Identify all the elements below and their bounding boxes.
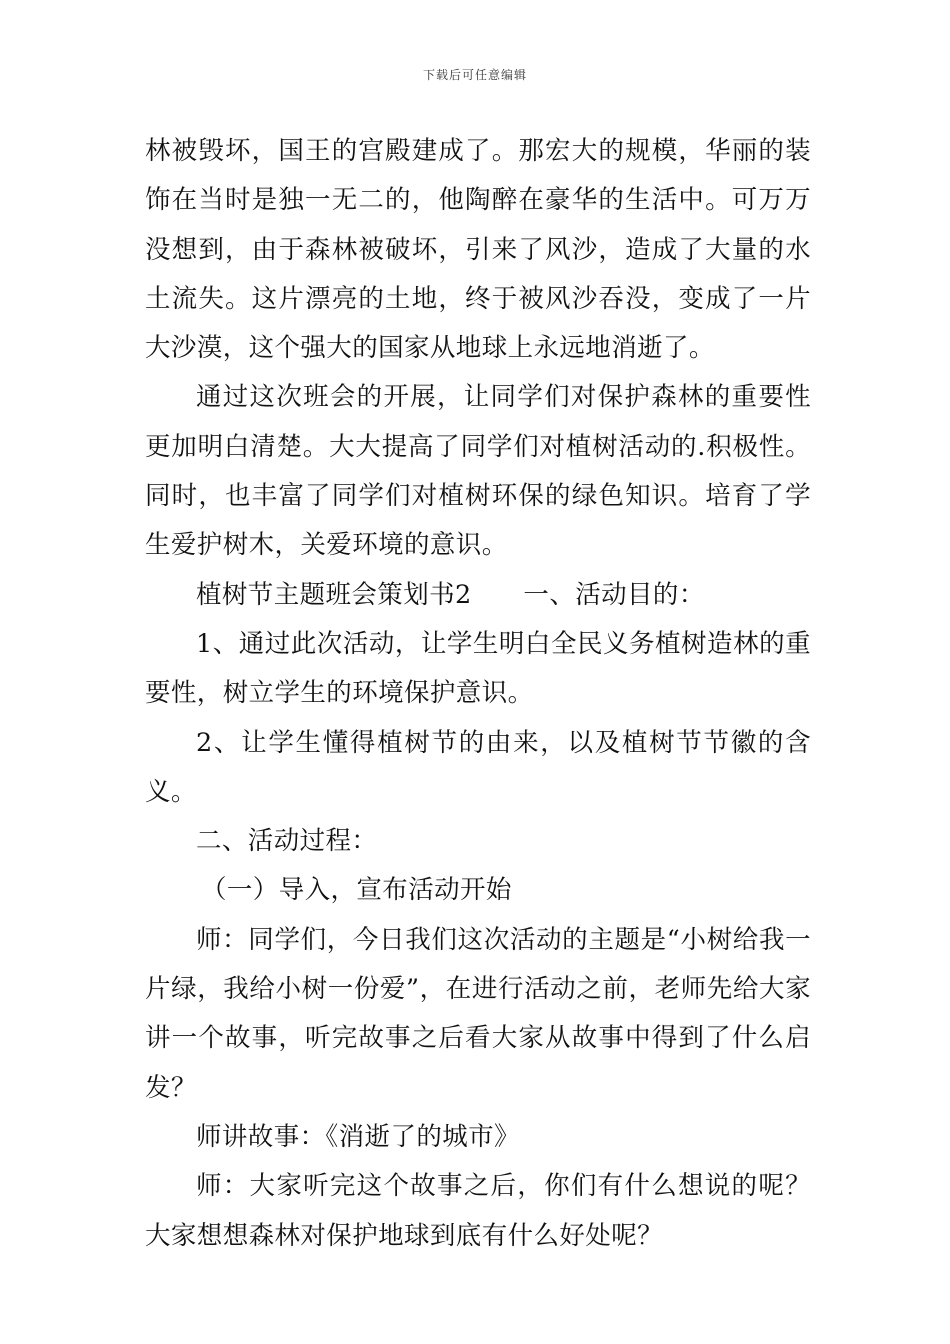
paragraph-teacher-intro: 师：同学们，今日我们这次活动的主题是“小树给我一片绿，我给小树一份爱”，在进行活动之前，老师先给大家讲一个故事，听完故事之后看大家从故事中得到了什么启发？ (145, 924, 811, 1103)
paragraph-story-title: 师讲故事：《消逝了的城市》 (196, 1121, 520, 1152)
paragraph-summary: 通过这次班会的开展，让同学们对保护森林的重要性更加明白清楚。大大提高了同学们对植树活动的.积极性。同时，也丰富了同学们对植树环保的绿色知识。培育了学生爱护树木，关爱环境的意识。 (145, 382, 811, 561)
paragraph-teacher-question: 师：大家听完这个故事之后，你们有什么想说的呢？大家想想森林对保护地球到底有什么好处呢？ (145, 1171, 811, 1251)
page-header: 下载后可任意编辑 (422, 68, 527, 82)
paragraph-goal-1: 1、通过此次活动，让学生明白全民义务植树造林的重要性，树立学生的环境保护意识。 (145, 628, 811, 709)
paragraph-story-ending: 林被毁坏，国王的宫殿建成了。那宏大的规模，华丽的装饰在当时是独一无二的，他陶醉在豪华的生活中。可万万没想到，由于森林被破坏，引来了风沙，造成了大量的水土流失。这片漂亮的土地，终于被风沙吞没，变成了一片大沙漠，这个强大的国家从地球上永远地消逝了。 (145, 136, 811, 364)
paragraph-goal-2: 2、让学生懂得植树节的由来，以及植树节节徽的含义。 (145, 727, 811, 807)
document-body (145, 127, 811, 1261)
paragraph-plan-title: 植树节主题班会策划书2 一、活动目的： (196, 579, 705, 610)
paragraph-process-heading: 二、活动过程： (196, 826, 378, 857)
paragraph-intro-step: （一）导入，宣布活动开始 (201, 875, 512, 906)
